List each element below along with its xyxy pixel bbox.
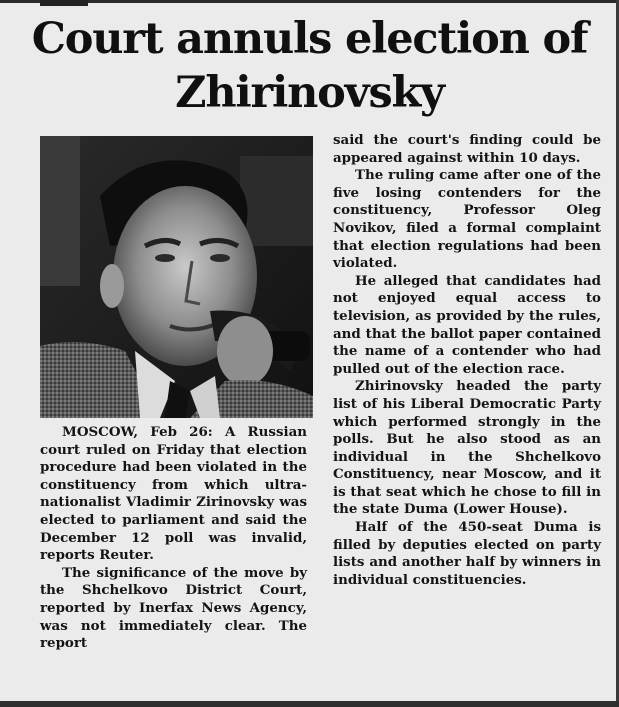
dateline: MOSCOW, Feb 26:	[62, 424, 213, 440]
bottom-rule	[0, 701, 619, 707]
paragraph: The significance of the move by the Shchelkovo District Court, reported by Inerfax News Agency, was not immediately clear. The report	[40, 564, 307, 652]
paragraph	[40, 424, 307, 565]
paragraph: Half of the 450-seat Duma is filled by deputies elected on party lists and another half by winners in individual constituencies.	[333, 519, 601, 588]
headline: Court annuls election of Zhirinovsky	[31, 14, 588, 118]
paragraph: Zhirinovsky headed the party list of his Liberal Democratic Party which performed strongly in the polls. But he also stood as an individual in the Shchelkovo Constituency, near Moscow, and it is that seat which he chose to fill in the state Duma (Lower House).	[333, 378, 601, 518]
paragraph: The ruling came after one of the five losing contenders for the constituency, Professor Oleg Novikov, filed a formal complaint that election regulations had been violated.	[333, 167, 601, 272]
paragraph: said the court's finding could be appeared against within 10 days.	[333, 132, 601, 166]
photo-man-on-telephone	[40, 136, 313, 418]
article-column-right	[333, 132, 601, 589]
paragraph: He alleged that candidates had not enjoyed equal access to television, as provided by the rules, and that the ballot paper contained the name of a contender who had pulled out of the election race.	[333, 272, 601, 377]
top-rule	[0, 0, 619, 3]
paragraph-text: A Russian court ruled on Friday that election procedure had been violated in the constituency from which ultra-nationalist Vladimir Zirinovsky was elected to parliament and said the December 12 poll was invalid, reports Reuter.	[40, 424, 307, 564]
top-rule-tab	[40, 0, 88, 6]
article-column-left	[40, 424, 307, 653]
